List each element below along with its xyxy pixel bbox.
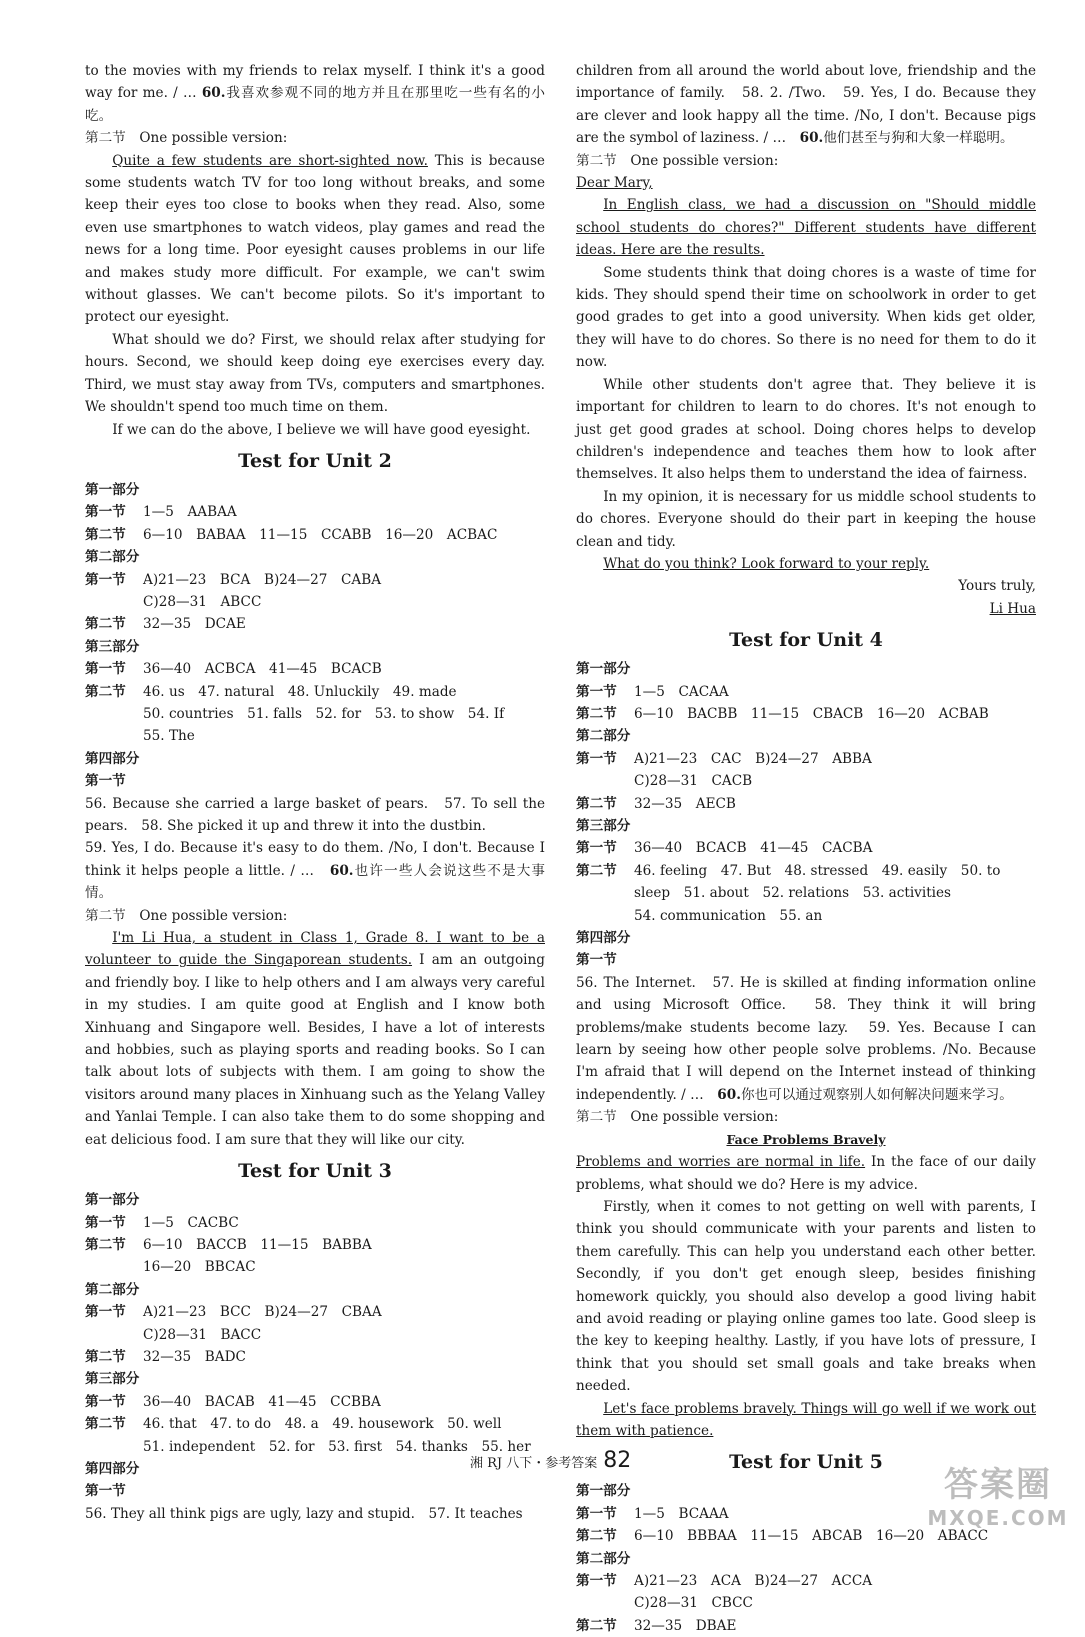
answer-row [576,1615,1036,1637]
answer-text: 1—5 AABAA [143,504,237,521]
answer-row [85,1391,545,1413]
answer-text: 1—5 CACBC [143,1214,239,1231]
text-span: 60. [799,130,824,147]
answer-row [576,1570,1036,1615]
answer-line: 54. communication 55. an [634,907,823,924]
answer-text [576,972,1036,1106]
essay-title: Face Problems Bravely [726,1131,886,1147]
text-span: 60. [329,862,354,879]
letter-signature: Li Hua [989,600,1036,617]
page-footer [470,1448,631,1473]
unit-3-heading: Test for Unit 3 [238,1160,392,1183]
answer-row [85,1234,545,1279]
answer-line: C)28—31 CBCC [634,1595,753,1612]
section-label: 第一节 [85,571,126,588]
essay-paragraph: What should we do? First, we should relax after studying for hours. Second, we should keep doing eye exercises every day. Third, we must stay away from TVs, computers and smartphones. We shouldn't spend too much time on them. [85,331,545,416]
answer-line: C)28—31 CACB [634,773,753,790]
section-label: 第一节 [85,504,126,521]
answer-row [576,793,1036,815]
essay-paragraph: While other students don't agree that. They believe it is important for children to learn to do chores. It's not enough to just get good grades at school. Doing chores helps to develop children's independence and teaches them how to look after themselves. It also helps them to understand the idea of fairness. [576,376,1036,483]
footer-label: 湘 RJ 八下・参考答案 [470,1456,598,1471]
answer-line: 46. feeling 47. But 48. stressed 49. easily 50. to sleep 51. about 52. relations 53. activities [634,862,1001,902]
essay-paragraph [85,150,545,329]
page-number: 82 [603,1448,632,1473]
text-span: I'm Li Hua, a student in Class 1, Grade 8. I want to be a volunteer to guide the Singaporean students. [85,930,545,969]
answer-text: 6—10 BBBAA 11—15 ABCAB 16—20 ABACC [634,1528,989,1545]
section-label: 第一节 [576,840,617,857]
answer-line: 6—10 BACCB 11—15 BABBA [143,1236,372,1253]
text-span: Quite a few students are short-sighted now. [112,152,428,169]
section-label: 第一节 [85,1483,126,1500]
answer-text: 56. Because she carried a large basket of pears. 57. To sell the pears. 58. She picked it up and threw it into the dustbin. [85,795,545,834]
essay-paragraph: In my opinion, it is necessary for us middle school students to do chores. Everyone should do their part in keeping the house clean and tidy. [576,488,1036,550]
text-span: Problems and worries are normal in life. [576,1154,866,1171]
answer-row [576,748,1036,793]
part-label: 第二部分 [85,1281,140,1298]
section-label: 第二节 One possible version: [576,152,779,169]
answer-line: 55. The [143,728,195,745]
part-label: 第二部分 [576,728,631,745]
part-label: 第一部分 [576,661,631,678]
unit1-tail [85,60,545,127]
answer-text: 1—5 BCAAA [634,1505,729,1522]
part-label: 第一部分 [85,481,140,498]
answer-text [634,860,1036,927]
right-column [576,60,1036,1637]
part-label: 第三部分 [85,1371,140,1388]
section-label: 第一节 [576,750,617,767]
section-label: 第一节 [85,773,126,790]
answer-row [85,1212,545,1234]
answer-row [85,1346,545,1368]
text-span: 56. The Internet. 57. He is skilled at finding information online and using Microsoft Office. 58. They think it will bring problems/make students become lazy. 59. Yes. Because I can learn by seeing how other people solve problems. /No. Because I'm afraid that I will depend on the Internet instead of thinking independently. / … [576,974,1036,1103]
part-label: 第二部分 [576,1550,631,1567]
section-label: 第一节 [576,952,617,969]
answer-text [634,748,1036,793]
answer-text [634,1570,1036,1615]
letter-closing: Yours truly, [958,578,1036,595]
text-span: 59. Yes, I do. Because it's easy to do them. /No, I don't. Because I think it helps people a little. / … [85,840,545,879]
essay-paragraph: Some students think that doing chores is a waste of time for kids. They should spend their time on schoolwork in order to get good grades to get into a good university. When kids get older, they will have to do chores. So there is no need for them to do it now. [576,264,1036,371]
text-span: I am an outgoing and friendly boy. I like to help others and I am always very careful in my studies. I am quite good at English and I know both Xinhuang and Singapore well. Besides, I have a lot of interests and hobbies, such as playing sports and reading books. So I can talk about lots of subjects with them. I am going to show the visitors around many places in Xinhuang such as the Yelang Valley and Yanlai Temple. I can also take them to do some shopping and eat delicious food. I am sure that they will like our city. [85,952,545,1148]
section-label: 第二节 [576,1528,617,1545]
section-label: 第二节 [85,683,126,700]
answer-line: 51. independent 52. for 53. first 54. thanks 55. her [143,1438,531,1455]
text-span: to the movies with my friends to relax myself. I think it's a good way for me. / … [85,63,545,102]
text-span: 60. [717,1086,741,1103]
answer-text: 32—35 BADC [143,1348,246,1365]
section-label: 第二节 [85,526,126,543]
part-label: 第一部分 [85,1192,140,1209]
answer-row [576,703,1036,725]
text-span: 也许一些人会说这些不是大事情。 [85,862,546,902]
essay-paragraph: In English class, we had a discussion on "Should middle school students do chores?" Different students have different ideas. Here are the results. [576,197,1036,259]
section-label: 第一节 [85,1214,126,1231]
answer-text: 6—10 BABAA 11—15 CCABB 16—20 ACBAC [143,526,498,543]
answer-line: A)21—23 ACA B)24—27 ACCA [634,1573,873,1589]
text-span: children from all around the world about love, friendship and the importance of family. 58. 2. /Two. 59. Yes, I do. Because they are clever and look happy all the time. /No, I don't. Because pigs are the symbol of laziness. / … [576,63,1036,147]
answer-text: 1—5 CACAA [634,683,729,700]
section-label: 第二节 [576,705,617,722]
answer-text: 32—35 AECB [634,795,736,812]
answer-row [85,658,545,680]
text-span: 60. [201,85,226,102]
watermark-url: MXQE.COM [927,1506,1069,1530]
section-label: 第一节 [576,1505,617,1522]
answer-text: 6—10 BACBB 11—15 CBACB 16—20 ACBAB [634,705,989,722]
answer-text: 36—40 BCACB 41—45 CACBA [634,840,873,857]
part-label: 第一部分 [576,1483,631,1500]
essay-paragraph [85,927,545,1151]
left-column [85,60,545,1525]
section-label: 第二节 [85,616,126,633]
part-label: 第四部分 [85,1460,140,1477]
section-label: 第一节 [85,1304,126,1321]
section-label: 第二节 One possible version: [85,907,288,924]
answer-line: C)28—31 ABCC [143,593,262,610]
section-label: 第一节 [576,683,617,700]
section-label: 第二节 [85,1348,126,1365]
section-label: 第二节 One possible version: [576,1109,779,1126]
section-label: 第二节 [576,795,617,812]
answer-row [85,1301,545,1346]
part-label: 第二部分 [85,549,140,566]
answer-text [143,569,545,614]
section-label: 第二节 [576,1617,617,1634]
answer-line: A)21—23 BCA B)24—27 CABA [143,571,382,588]
part-label: 第三部分 [576,818,631,834]
answer-row [576,860,1036,927]
essay-paragraph: Let's face problems bravely. Things will go well if we work out them with patience. [576,1400,1036,1439]
section-label: 第二节 [576,862,617,879]
part-label: 第三部分 [85,638,140,655]
text-span: In the face of our daily problems, what should we do? Here is my advice. [576,1154,1036,1193]
answer-line: 50. countries 51. falls 52. for 53. to show 54. If [143,705,505,722]
part-label: 第四部分 [576,930,631,947]
answer-text: 32—35 DBAE [634,1617,737,1634]
unit-2-heading: Test for Unit 2 [238,449,392,472]
answer-row [85,524,545,546]
answer-row [85,501,545,523]
watermark-logo [923,1457,1073,1530]
answer-line: 46. us 47. natural 48. Unluckily 49. made [143,683,457,700]
answer-text: 36—40 ACBCA 41—45 BCACB [143,661,382,678]
essay-paragraph [576,1151,1036,1196]
answer-row [85,569,545,614]
unit-4-heading: Test for Unit 4 [729,629,883,652]
text-span: 他们甚至与狗和大象一样聪明。 [823,130,1014,147]
section-label: 第二节 [85,1236,126,1253]
answer-line: 46. that 47. to do 48. a 49. housework 50. well [143,1416,502,1433]
text-span: 我喜欢参观不同的地方并且在那里吃一些有名的小吃。 [85,85,546,124]
text-span: 你也可以通过观察别人如何解决问题来学习。 [740,1086,1013,1103]
answer-text [143,1301,545,1346]
answer-line: 16—20 BBCAC [143,1259,256,1276]
answer-row [85,613,545,635]
text-span: This is because some students watch TV for too long without breaks, and some keep their eyes too close to books when they read. Also, some even use smartphones to watch videos, play games and read the news for a long time. Poor eyesight causes problems in our life and makes study more difficult. For example, we can't swim without glasses. We can't become pilots. So it's important to protect our eyesight. [85,152,545,326]
answer-line: A)21—23 CAC B)24—27 ABBA [634,750,872,767]
section-label: 第二节 [85,1416,126,1433]
answer-row [85,681,545,748]
essay-paragraph: Firstly, when it comes to not getting on well with parents, I think you should communicate with your parents and listen to them carefully. This can help you understand each other better. Secondly, if you don't get enough sleep, besides finishing homework quickly, you should also develop a good living habit and avoid reading or playing online games too late. Good sleep is the key to keeping healthy. Lastly, if you have lots of pressure, I think that you should set small goals and take breaks when needed. [576,1198,1036,1395]
section-label: 第一节 [85,1393,126,1410]
unit-5-heading: Test for Unit 5 [729,1451,883,1474]
answer-text: 36—40 BACAB 41—45 CCBBA [143,1393,381,1410]
part-label: 第四部分 [85,750,140,767]
answer-row [576,837,1036,859]
answer-text: 56. They all think pigs are ugly, lazy and stupid. 57. It teaches [85,1505,523,1522]
section-label: 第一节 [85,661,126,678]
answer-text: 32—35 DCAE [143,616,246,633]
unit3-tail [576,60,1036,150]
answer-text [143,681,545,748]
answer-line: C)28—31 BACC [143,1326,262,1343]
answer-line: A)21—23 BCC B)24—27 CBAA [143,1304,382,1321]
letter-greeting: Dear Mary, [576,175,653,192]
section-label: 第二节 One possible version: [85,130,288,147]
essay-paragraph: What do you think? Look forward to your reply. [603,555,930,572]
section-label: 第一节 [576,1573,617,1589]
answer-row [576,681,1036,703]
essay-paragraph: If we can do the above, I believe we will have good eyesight. [112,421,531,438]
answer-text [143,1234,545,1279]
watermark-text: 答案圈 [944,1465,1052,1505]
answer-text [85,837,545,904]
